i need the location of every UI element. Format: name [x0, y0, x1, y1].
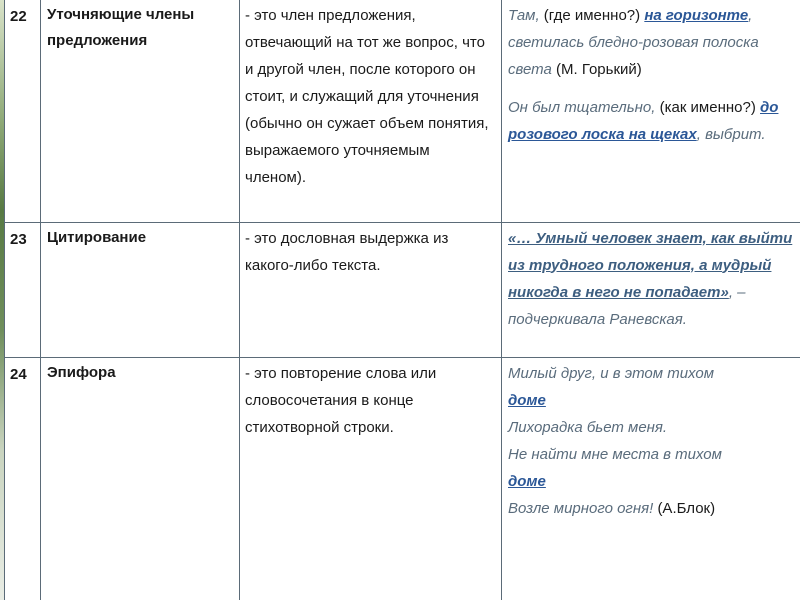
example-question: (как именно?) [659, 99, 761, 116]
example-text: , выбрит. [696, 126, 766, 143]
term-cell: Уточняющие члены предложения [41, 0, 240, 222]
poem-line: Милый друг, и в этом тихом [508, 364, 715, 382]
example-question: (где именно?) [543, 7, 645, 24]
terms-table [4, 0, 800, 600]
quote-text: «… Умный человек знает, как выйти из трудного положения, а мудрый никогда в него не попадает» [508, 229, 793, 301]
highlighted-phrase: доме [508, 472, 546, 490]
term-cell: Цитирование [41, 222, 240, 357]
example-author: (А.Блок) [657, 499, 716, 517]
highlighted-phrase: до розового лоска на щеках [508, 99, 779, 143]
definition-cell: - это повторение слова или словосочетания в конце стихотворной строки. [240, 357, 502, 600]
definition-cell: - это дословная выдержка из какого-либо текста. [240, 222, 502, 357]
example-author: (М. Горький) [556, 61, 642, 78]
example-text: Он был тщательно, [508, 99, 660, 116]
definition-cell: - это член предложения, отвечающий на тот же вопрос, что и другой член, после которого он стоит, и служащий для уточнения (обычно он сужает объем понятия, выражаемого уточняемым членом). [240, 0, 502, 222]
row-number: 22 [5, 0, 41, 222]
highlighted-phrase: на горизонте [644, 7, 749, 24]
example-text: , – подчеркивала Раневская. [508, 283, 746, 328]
table-row [5, 222, 800, 357]
row-number: 23 [5, 222, 41, 357]
table-row [5, 357, 800, 600]
example-text: , светилась бледно-розовая полоска света [508, 7, 759, 78]
example-text: Там, [508, 7, 544, 24]
example-cell [502, 222, 800, 357]
highlighted-phrase: доме [508, 391, 546, 409]
poem-line: Не найти мне места в тихом [508, 445, 722, 463]
row-number: 24 [5, 357, 41, 600]
poem-line: Лихорадка бьет меня. [508, 418, 668, 436]
example-cell [502, 357, 800, 600]
table-row [5, 0, 800, 222]
example-cell [502, 0, 800, 222]
poem-line: Возле мирного огня! [508, 499, 658, 517]
term-cell: Эпифора [41, 357, 240, 600]
